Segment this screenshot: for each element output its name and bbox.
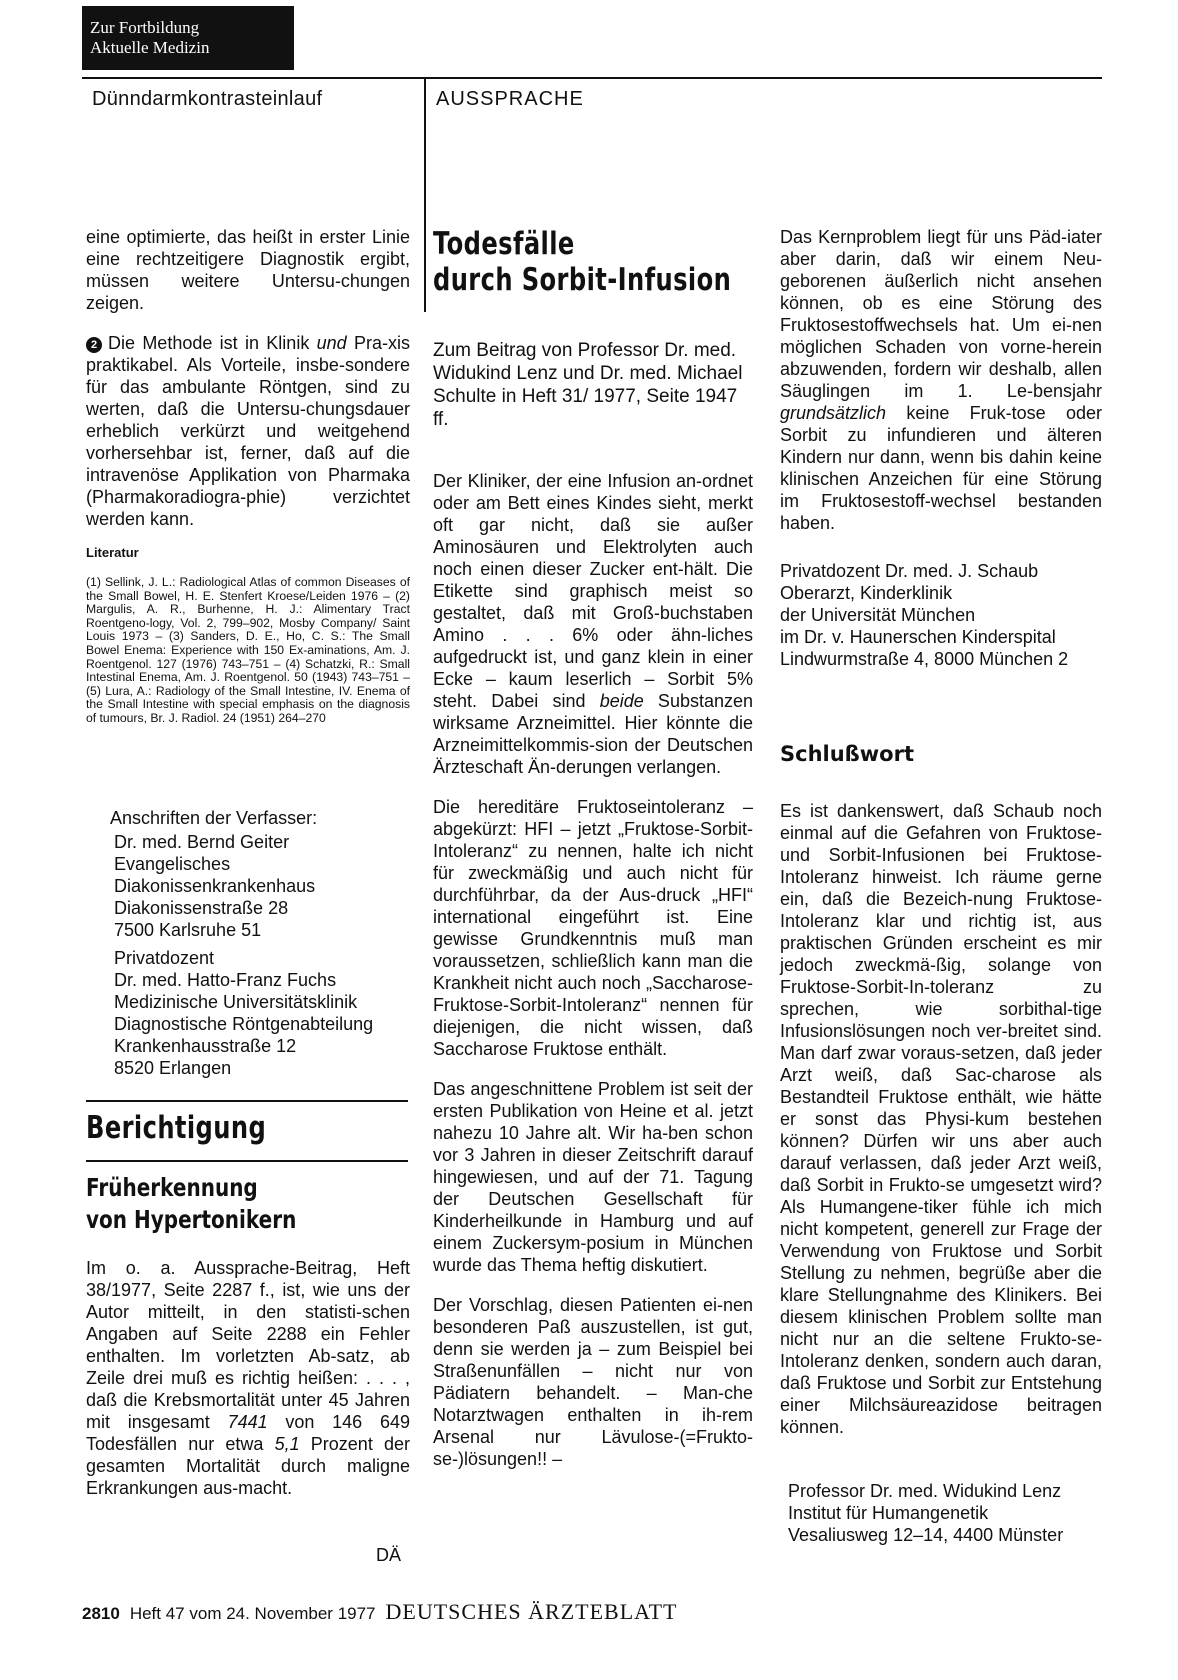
article-title-line-2: durch Sorbit-Infusion	[433, 262, 732, 298]
column-3-text	[780, 226, 1102, 534]
col2-paragraph-4: Der Vorschlag, diesen Patienten ei-nen besonderen Paß auszustellen, ist gut, denn sie werden ja – zum Beispiel bei Straßenunfällen – nicht nur von Pädiatern behandelt. – Man-che Notarztwagen enthalten in ih-rem Arsenal nur Lävulose-(=Frukto-se-)lösungen!! –	[433, 1295, 753, 1469]
issue-info: Heft 47 vom 24. November 1977	[129, 1604, 376, 1623]
section-badge	[82, 6, 294, 70]
correction-signature: DÄ	[376, 1545, 402, 1565]
col1-paragraph-2: 2 Die Methode ist in Klinik und Pra-xis praktikabel. Als Vorteile, insbe-sondere für das ambulante Röntgen, sind zu werten, daß die Untersu-chungsdauer erheblich verkürzt und weitgehend vorhersehbar ist, ferner, daß auf die intravenöse Applikation von Pharmaka (Pharmakoradiogra-phie) verzichtet werden kann.	[86, 333, 410, 529]
article-title-line-1: Todesfälle	[433, 226, 575, 262]
reply-text: Es ist dankenswert, daß Schaub noch einmal auf die Gefahren von Fruktose- und Sorbit-Infusionen bei Fruktose-Intoleranz hinweist. Ich räume gerne ein, daß die Bezeich-nung Fruktose-Intoleranz klar und richtig ist, aus praktischen Gründen erscheint es mir jedoch zweckmä-ßig, solange von Fruktose-Sorbit-In-toleranz zu sprechen, wie sorbithal-tige Infusionslösungen noch ver-breitet sind. Man darf zwar voraus-setzen, daß jeder Arzt weiß, daß Sac-charose als Bestandteil Fruktose enthält, wie hätte er sonst das Physi-kum bestehen können? Dürfen wir uns aber auch darauf verlassen, daß jeder Arzt weiß, daß Sorbit in Frukto-se umgesetzt wird? Als Humangene-tiker fühle ich mich nicht kompetent, generell zur Frage der Verwendung von Fruktose und Sorbit Stellung zu nehmen, begrüße aber die klare Stellungnahme des Klinikers. Bei diesem klinischen Problem sollte man nicht nur an die seltene Frukto-se-Intoleranz denken, sondern auch daran, daß Fruktose und Sorbit zur Entstehung einer Milchsäureazidose beitragen können.	[780, 801, 1102, 1437]
literature-heading: Literatur	[86, 545, 139, 560]
page-footer	[82, 1599, 677, 1625]
correction-top-rule	[86, 1100, 408, 1102]
running-head-left: Dünndarmkontrasteinlauf	[92, 88, 323, 110]
pediatrician-address: Privatdozent Dr. med. J. Schaub Oberarzt, Kinderklinik der Universität München im Dr. v. Haunerschen Kinderspital Lindwurmstraße 4, 8000 München 2	[780, 561, 1069, 669]
running-head-right: AUSSPRACHE	[436, 88, 584, 110]
article-intro: Zum Beitrag von Professor Dr. med. Widukind Lenz und Dr. med. Michael Schulte in Heft 31/ 1977, Seite 1947 ff.	[433, 340, 743, 430]
addresses-title: Anschriften der Verfasser:	[110, 808, 318, 828]
col2-paragraph-2: Die hereditäre Fruktoseintoleranz – abgekürzt: HFI – jetzt „Fruktose-Sorbit-Intoleranz“ zu nennen, halte ich nicht für zweckmäßig und auch nicht für durchführbar, da der Aus-druck „HFI“ international eingeführt ist. Eine gewisse Grundkenntnis muß man voraussetzen, schließlich kann man die Krankheit nicht auch noch „Saccharose-Fruktose-Sorbit-Intoleranz“ nennen für diejenigen, die nicht wissen, daß Saccharose Fruktose enthält.	[433, 797, 753, 1059]
journal-name: DEUTSCHES ÄRZTEBLATT	[385, 1599, 678, 1624]
correction-subtitle-1: Früherkennung	[86, 1173, 258, 1202]
reply-title: Schlußwort	[780, 742, 914, 766]
author-addresses	[110, 807, 373, 1079]
header-rule	[82, 77, 1102, 79]
correction-subtitle-2: von Hypertonikern	[86, 1205, 297, 1234]
address-block-2: Privatdozent Dr. med. Hatto-Franz Fuchs Medizinische Universitätsklinik Diagnostische Röntgenabteilung Krankenhausstraße 12 8520 Erlangen	[114, 948, 374, 1078]
correction-text: Im o. a. Aussprache-Beitrag, Heft 38/1977, Seite 2287 f., ist, wie uns der Autor mitteilt, in den statisti-schen Angaben auf Seite 2288 ein Fehler enthalten. Im vorletzten Ab-satz, ab Zeile drei muß es richtig heißen: . . . , daß die Krebsmortalität unter 45 Jahren mit insgesamt 7441 von 146 649 Todesfällen nur etwa 5,1 Prozent der gesamten Mortalität durch maligne Erkrankungen aus-macht.	[86, 1258, 410, 1498]
col2-paragraph-1: Der Kliniker, der eine Infusion an-ordnet oder am Bett eines Kindes sieht, merkt oft gar nicht, daß sie außer Aminosäuren und Elektrolyten auch noch einen dieser Zucker ent-hält. Die Etikette sind graphisch meist so gestaltet, daß mit Groß-buchstaben Amino . . . 6% oder ähn-liches aufgedruckt ist, und ganz klein in einer Ecke – kaum leserlich – Sorbit 5% steht. Dabei sind beide Substanzen wirksame Arzneimittel. Hier könnte die Arzneimittelkommis-sion der Deutschen Ärzteschaft Än-derungen verlangen.	[433, 471, 754, 777]
header-divider	[424, 77, 426, 312]
badge-line-2: Aktuelle Medizin	[90, 38, 210, 57]
correction-sub-rule	[86, 1160, 408, 1162]
col1-paragraph-1: eine optimierte, das heißt in erster Linie eine rechtzeitigere Diagnostik ergibt, müssen weitere Untersu-chungen zeigen.	[86, 227, 410, 313]
badge-line-1: Zur Fortbildung	[90, 18, 200, 37]
literature-list: (1) Sellink, J. L.: Radiological Atlas of common Diseases of the Small Bowel, H. E. Stenfert Kroese/Leiden 1976 – (2) Margulis, A. R., Burhenne, H. J.: Alimentary Tract Roentgeno-logy, Vol. 2, 799–902, Mosby Company/ Saint Louis 1973 – (3) Sanders, D. E., Ho, C. S.: The Small Bowel Enema: Experience with 150 Ex-aminations, Am. J. Roentgenol. 127 (1976) 743–751 – (4) Schatzki, R.: Small Intestinal Enema, Am. J. Roentgenol. 50 (1943) 743–751 – (5) Lura, A.: Radiology of the Small Intestine, IV. Enema of the Small Intestine with special emphasis on the diagnosis of tumours, Br. J. Radiol. 24 (1951) 264–270	[86, 575, 410, 725]
correction-title: Berichtigung	[86, 1110, 267, 1146]
page-number: 2810	[82, 1604, 120, 1623]
numbered-bullet-icon: 2	[86, 337, 102, 353]
column-1-text	[86, 226, 410, 530]
col2-paragraph-3: Das angeschnittene Problem ist seit der ersten Publikation von Heine et al. jetzt nahezu 10 Jahre alt. Wir ha-ben schon vor 3 Jahren in dieser Zeitschrift darauf hingewiesen, und auf der 71. Tagung der Deutschen Gesellschaft für Kinderheilkunde in Hamburg und auf einem Zuckersym-posium in München wurde das Thema heftig diskutiert.	[433, 1079, 753, 1275]
col3-paragraph-1: Das Kernproblem liegt für uns Päd-iater aber darin, daß wir einem Neu-geborenen äußerlich nicht ansehen können, ob es eine Störung des Fruktosestoffwechsels hat. Um ei-nen möglichen Schaden von vorne-herein abzuwenden, fordern wir deshalb, allen Säuglingen im 1. Le-bensjahr grundsätzlich keine Fruk-tose oder Sorbit zu infundieren und älteren Kindern nur dann, wenn bis dahin keine klinischen Anzeichen für eine Störung im Fruktosestoff-wechsel bestanden haben.	[780, 227, 1102, 533]
column-2-text	[433, 470, 753, 1470]
geneticist-address: Professor Dr. med. Widukind Lenz Institut für Humangenetik Vesaliusweg 12–14, 4400 Münster	[788, 1481, 1064, 1545]
address-block-1: Dr. med. Bernd Geiter Evangelisches Diakonissenkrankenhaus Diakonissenstraße 28 7500 Karlsruhe 51	[114, 832, 316, 940]
